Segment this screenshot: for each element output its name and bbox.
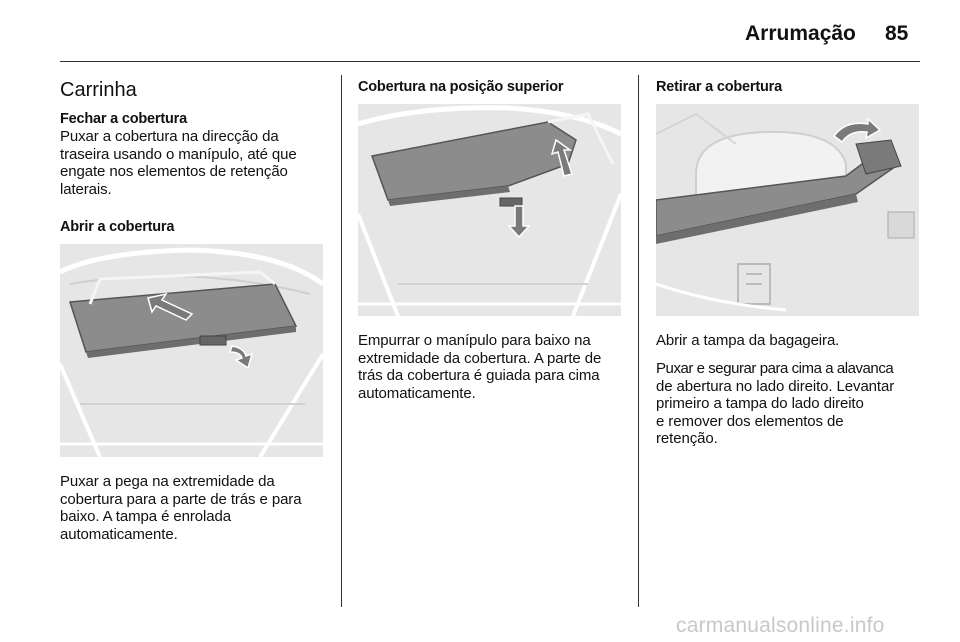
raised-cover-heading: Cobertura na posição superior [358, 79, 564, 95]
text-line: retenção. [656, 430, 718, 447]
arrow-up-icon [146, 292, 196, 322]
text-line: automaticamente. [358, 384, 476, 402]
page-header-title: Arrumação [745, 22, 856, 45]
text-line: Empurrar o manípulo para baixo na [358, 332, 591, 349]
text-line: laterais. [60, 180, 112, 198]
remove-cover-illustration [656, 104, 919, 316]
text-line: Puxar e segurar para cima a alavanca [656, 360, 894, 377]
remove-cover-step1: Abrir a tampa da bagageira. [656, 332, 840, 349]
text-line: de abertura no lado direito. Levantar [656, 377, 895, 395]
watermark: carmanualsonline.info [676, 614, 885, 637]
text-line: automaticamente. [60, 525, 178, 543]
text-line: engate nos elementos de retenção [60, 163, 288, 180]
remove-cover-heading: Retirar a cobertura [656, 79, 782, 95]
text-line: traseira usando o manípulo, até que [60, 145, 297, 163]
page-number: 85 [885, 22, 909, 45]
raised-cover-caption [358, 332, 630, 402]
column-divider-2 [638, 75, 639, 607]
section-title: Carrinha [60, 79, 137, 101]
text-line: Puxar a cobertura na direcção da [60, 128, 279, 145]
open-cover-heading: Abrir a cobertura [60, 219, 175, 235]
text-line: primeiro a tampa do lado direito [656, 395, 864, 412]
header-divider [60, 61, 920, 62]
arrow-down-icon [508, 204, 530, 238]
column-divider-1 [341, 75, 342, 607]
arrow-down-icon [228, 342, 256, 370]
open-cover-illustration [60, 244, 323, 457]
text-line: Puxar a pega na extremidade da [60, 473, 275, 490]
text-line: extremidade da cobertura. A parte de [358, 349, 602, 367]
text-line: cobertura para a parte de trás e para [60, 490, 302, 508]
close-cover-heading: Fechar a cobertura [60, 111, 187, 127]
curved-arrow-icon [832, 118, 882, 146]
arrow-up-icon [550, 138, 576, 178]
text-line: e remover dos elementos de [656, 412, 844, 430]
close-cover-text [60, 128, 335, 198]
remove-cover-step2 [656, 360, 931, 448]
text-line: trás da cobertura é guiada para cima [358, 367, 600, 384]
raised-cover-illustration [358, 104, 621, 316]
text-line: baixo. A tampa é enrolada [60, 508, 231, 525]
open-cover-caption [60, 473, 335, 543]
